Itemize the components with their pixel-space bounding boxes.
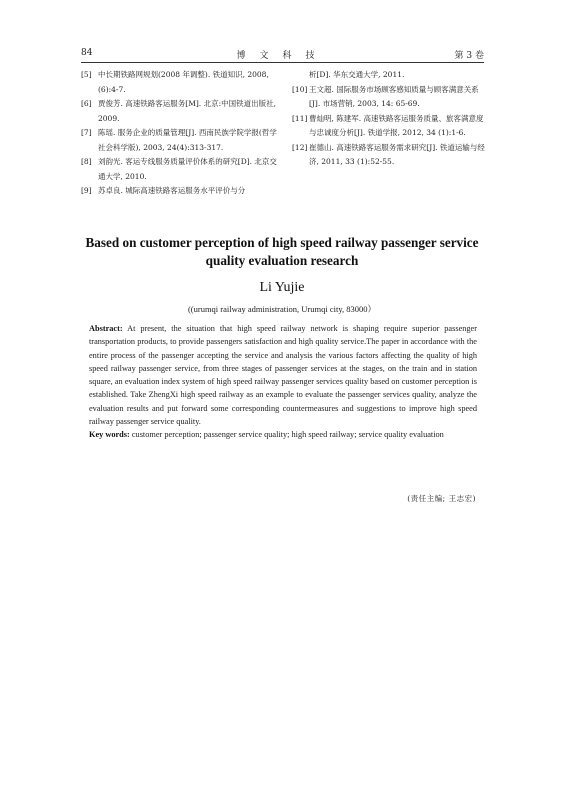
reference-text: 中长期铁路网规划(2008 年调整). 铁道知识, 2008, (6):4-7. [98,70,269,94]
reference-text: 王文超. 国际服务市场顾客感知质量与顾客满意关系[J]. 市场营销, 2003, 14: 65-69. [309,84,479,108]
references-left-column [81,68,277,199]
responsible-editor: (责任主编; 王志宏) [407,494,476,503]
abstract-label: Abstract: [89,324,123,333]
reference-number: [7] [81,128,92,137]
reference-text: 苏卓良. 城际高速铁路客运服务水平评价与分 [98,186,246,195]
abstract-text: At present, the situation that high speed railway network is shaping require superior passenger transportation products, to provide passengers satisfaction and high quality service.The paper in accordance with the entire process of the passenger accepting the service and analysis the various factors affecting the quality of high speed railway passenger service, from three stages of passenger services at the stages, on the train and in station square, an evaluation index system of high speed railway passenger services quality based on customer perception is established. Take ZhengXi high speed railway as an example to evaluate the passenger services quality, analyze the evaluation results and put forward some corresponding countermeasures and suggestions to improve high speed railway passenger service quality. [89,324,477,427]
reference-item [81,68,277,97]
reference-item [81,155,277,184]
reference-number: [9] [81,186,92,195]
journal-name: 博文科技 [236,51,329,61]
reference-number: [12] [292,142,308,152]
reference-text: 析[D]. 华东交通大学, 2011. [309,70,405,79]
reference-number: [6] [81,99,92,108]
abstract-block [89,322,477,442]
abstract-paragraph [89,322,477,428]
author-affiliation: ((urumqi railway administration, Urumqi city, 83000） [187,304,377,314]
reference-text: 曹灿明, 陈建军. 高速铁路客运服务质量、旅客满意度与忠诚度分析[J]. 铁道学报, 2012, 34 (1):1-6. [309,113,484,137]
author-name: Li Yujie [259,280,305,295]
running-header [81,48,484,62]
reference-number: [5] [81,70,92,79]
reference-item [81,184,277,199]
reference-item [292,141,486,170]
reference-text: 贾俊芳. 高速铁路客运服务[M]. 北京:中国铁道出版社, 2009. [98,99,276,123]
page-number: 84 [81,48,93,58]
header-rule [81,62,484,63]
reference-item [292,83,486,112]
reference-number: [10] [292,84,308,94]
reference-text: 崔德山. 高速铁路客运服务需求研究[J]. 铁道运输与经济, 2011, 33 (1):52-55. [309,142,485,166]
paper-title: Based on customer perception of high speed railway passenger service quality evaluation research [85,235,479,268]
keywords-label: Key words: [89,430,130,440]
reference-text: 刘韵光. 客运专线服务质量评价体系的研究[D]. 北京交通大学, 2010. [98,157,277,181]
references-right-column [292,68,486,170]
volume-label: 第 3 卷 [454,51,484,61]
reference-item [292,112,486,141]
keywords-paragraph [89,428,477,441]
reference-number: [8] [81,157,92,166]
reference-item [292,68,486,83]
reference-item [81,97,277,126]
reference-number: [11] [292,113,308,123]
reference-text: 陈瑶. 服务企业的质量管理[J]. 西南民族学院学报(哲学社会科学版), 2003, 24(4):313-317. [98,128,277,152]
keywords-text: customer perception; passenger service quality; high speed railway; service quality evaluation [129,430,444,440]
reference-item [81,126,277,155]
